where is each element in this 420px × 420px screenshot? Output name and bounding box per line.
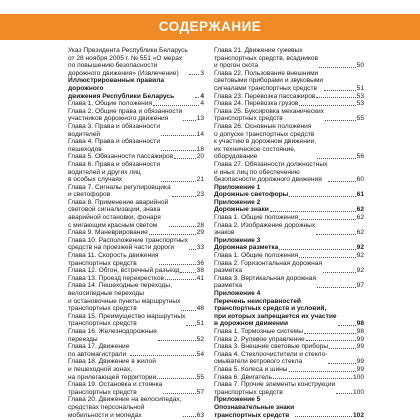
- toc-entry: [68, 275, 204, 283]
- toc-entry: [68, 313, 204, 328]
- toc-page-number: 99: [356, 335, 364, 343]
- toc-entry: [214, 260, 364, 275]
- toc-dot-leader: [304, 333, 356, 334]
- toc-page-number: 18: [196, 145, 204, 153]
- toc-dot-leader: [270, 211, 356, 212]
- toc-dot-leader: [273, 378, 352, 379]
- toc-entry-title: Глава 10. Расположение транспортных средств на проезжей части дороги: [68, 236, 189, 252]
- toc-entry-title: Глава 2. Рулевое управление: [214, 335, 305, 343]
- toc-page-number: 62: [356, 206, 364, 214]
- toc-entry: [214, 351, 364, 366]
- toc-page-number: 41: [196, 274, 204, 282]
- toc-dot-leader: [317, 158, 356, 159]
- toc-entry: [68, 328, 204, 343]
- toc-entry-title: Глава 3. Права и обязанности водителей: [68, 122, 160, 138]
- toc-dot-leader: [299, 219, 356, 220]
- toc-entry: [68, 77, 204, 100]
- toc-page-number: 20: [196, 153, 204, 161]
- toc-dot-leader: [279, 249, 355, 250]
- toc-entry: [214, 161, 364, 184]
- toc-dot-leader: [323, 272, 356, 273]
- toc-page-number: 61: [356, 191, 364, 199]
- toc-entry: [68, 282, 204, 312]
- toc-page-number: 38: [196, 267, 204, 275]
- toc-page-number: 55: [196, 373, 204, 381]
- toc-entry-title: Глава 24. Перевозка грузов: [214, 100, 299, 108]
- toc-dot-leader: [316, 234, 355, 235]
- toc-dot-leader: [319, 67, 356, 68]
- toc-entry-title: Глава 25. Буксировка механических транспортных средств: [214, 107, 324, 123]
- toc-dot-leader: [174, 158, 195, 159]
- page-title: СОДЕРЖАНИЕ: [158, 19, 262, 34]
- toc-page-number: 57: [196, 388, 204, 396]
- toc-dot-leader: [183, 416, 196, 417]
- toc-entry-title: Приложение 1 Дорожные светофоры: [214, 183, 289, 199]
- toc-entry-title: Глава 2. Изображение дорожных знаков: [214, 221, 316, 237]
- toc-entry: [68, 47, 204, 77]
- toc-page-number: 98: [356, 320, 364, 328]
- toc-entry-title: Глава 15. Преимущество маршрутных транспортных средств: [68, 312, 186, 328]
- toc-dot-leader: [328, 181, 355, 182]
- toc-entry-title: Глава 6. Права и обязанности водителей и других лиц в особых случаях: [68, 160, 160, 184]
- toc-dot-leader: [336, 393, 352, 394]
- toc-entry: [68, 184, 204, 199]
- toc-dot-leader: [172, 196, 196, 197]
- toc-dot-leader: [153, 105, 199, 106]
- toc-dot-leader: [161, 181, 196, 182]
- toc-page-number: 3: [200, 69, 204, 77]
- toc-entry: [214, 93, 364, 101]
- toc-entry: [214, 184, 364, 199]
- toc-dot-leader: [163, 393, 195, 394]
- toc-entry-title: Глава 8. Применение аварийной световой сигнализации, знака аварийной остановки, фонаря с мигающим красным светом: [68, 198, 169, 229]
- toc-dot-leader: [165, 279, 196, 280]
- toc-entry: [68, 161, 204, 184]
- toc-page-number: 4: [200, 92, 204, 100]
- toc-page-number: 4: [200, 100, 204, 108]
- toc-dot-leader: [180, 272, 195, 273]
- toc-entry-title: Глава 2. Горизонтальная дорожная разметка: [214, 259, 323, 275]
- toc-entry-title: Глава 27. Обязанности должностных и иных лиц по обеспечению безопасности дорожного движения: [214, 160, 328, 184]
- toc-dot-leader: [157, 378, 195, 379]
- toc-page-number: 55: [356, 115, 364, 123]
- toc-entry: [214, 214, 364, 222]
- toc-page-number: 63: [196, 411, 204, 419]
- toc-page-number: 54: [196, 350, 204, 358]
- toc-page-number: 33: [196, 244, 204, 252]
- toc-page-number: 100: [352, 388, 364, 396]
- toc-dot-leader: [195, 97, 199, 98]
- toc-page-number: 56: [356, 153, 364, 161]
- toc-dot-leader: [158, 340, 196, 341]
- toc-page-number: 51: [196, 320, 204, 328]
- toc-entry-title: Глава 19. Остановка и стоянка транспортных средств: [68, 381, 163, 396]
- toc-entry: [68, 358, 204, 381]
- toc-page-number: 48: [196, 305, 204, 313]
- toc-page-number: 50: [356, 62, 364, 70]
- toc-entry-title: Глава 1. Общие положения: [214, 252, 299, 260]
- toc-entry-title: Глава 13. Проезд перекрестков: [68, 274, 165, 282]
- toc-entry: [68, 199, 204, 229]
- toc-entry-title: Глава 1. Общие положения: [214, 214, 299, 222]
- toc-entry-title: Глава 7. Сигналы регулировщика и светофоров: [68, 183, 171, 199]
- toc-dot-leader: [161, 135, 196, 136]
- toc-dot-leader: [181, 310, 195, 311]
- toc-entry: [214, 70, 364, 93]
- toc-entry-title: Приложение 2 Дорожные знаки: [214, 198, 269, 214]
- toc-page-number: 98: [356, 327, 364, 335]
- toc-entry: [68, 100, 204, 108]
- toc-entry: [68, 138, 204, 153]
- toc-entry: [214, 222, 364, 237]
- toc-page-number: 97: [356, 282, 364, 290]
- toc-page-number: 21: [196, 176, 204, 184]
- toc-page-number: 29: [196, 229, 204, 237]
- toc-dot-leader: [289, 196, 355, 197]
- toc-entry-title: Глава 17. Движение по автомагистрали: [68, 343, 130, 358]
- toc-entry-title: Глава 11. Скорость движения транспортных средств: [68, 252, 159, 267]
- toc-entry-title: Приложение 5 Опознавательные знаки транспортных средств: [214, 396, 295, 419]
- toc-entry: [214, 366, 364, 374]
- toc-entry-title: Глава 26. Основные положения о допуске транспортных средств к участию в дорожном движении, их техническое состояние, оборудование: [214, 122, 317, 161]
- toc-entry: [214, 381, 364, 396]
- toc-entry-title: Глава 14. Пешеходные переходы, велосипедные переходы и остановочные пункты маршрутных транспортных средств: [68, 282, 181, 313]
- toc-entry: [214, 328, 364, 336]
- toc-entry: [68, 267, 204, 275]
- toc-entry: [68, 252, 204, 267]
- toc-entry: [214, 252, 364, 260]
- toc-entry-title: Иллюстрированные правила дорожного движения Республики Беларусь: [68, 77, 175, 100]
- toc-page-number: 14: [196, 130, 204, 138]
- toc-page-number: 92: [356, 267, 364, 275]
- toc-entry: [214, 100, 364, 108]
- toc-entry: [214, 374, 364, 382]
- toc-dot-leader: [316, 97, 355, 98]
- toc-dot-leader: [186, 325, 195, 326]
- toc-page-number: 52: [196, 335, 204, 343]
- toc-dot-leader: [306, 340, 356, 341]
- toc-page-number: 62: [356, 214, 364, 222]
- toc-entry-title: Глава 21. Движение гужевых транспортных средств, всадников и прогон скота: [214, 47, 319, 70]
- toc-dot-leader: [130, 355, 195, 356]
- toc-entry: [68, 396, 204, 419]
- toc-left-column: [68, 47, 204, 419]
- toc-page-number: 53: [356, 92, 364, 100]
- toc-entry: [214, 199, 364, 214]
- toc-entry-title: Глава 1. Тормозные системы: [214, 327, 304, 335]
- toc-entry: [214, 108, 364, 123]
- toc-page-number: 100: [352, 373, 364, 381]
- toc-entry: [214, 343, 364, 351]
- toc-entry-title: Глава 18. Движение в жилой и пешеходной зонах, на прилегающей территории: [68, 358, 157, 381]
- toc-page-number: 36: [196, 259, 204, 267]
- toc-entry: [214, 396, 364, 419]
- toc-page-number: 99: [356, 358, 364, 366]
- toc-entry-title: Глава 4. Стеклоочистители и стекло- омыватели ветрового стекла: [214, 350, 328, 366]
- toc-entry: [214, 47, 364, 70]
- toc-page-number: 92: [356, 252, 364, 260]
- toc-page-number: 99: [356, 343, 364, 351]
- toc-entry: [68, 229, 204, 237]
- toc-entry-title: Глава 5. Колеса и шины: [214, 365, 288, 373]
- toc-page-number: 99: [356, 365, 364, 373]
- toc-entry-title: Приложение 3 Дорожная разметка: [214, 236, 279, 252]
- toc-dot-leader: [329, 348, 356, 349]
- toc-dot-leader: [161, 150, 196, 151]
- toc-dot-leader: [317, 287, 356, 288]
- toc-page-number: 28: [196, 221, 204, 229]
- toc-page-number: 53: [356, 100, 364, 108]
- toc-entry-title: Глава 3. Вертикальная дорожная разметка: [214, 274, 317, 290]
- toc-entry-title: Глава 7. Прочие элементы конструкции транспортных средств: [214, 381, 336, 396]
- toc-dot-leader: [324, 90, 356, 91]
- toc-page-number: 62: [356, 229, 364, 237]
- toc-entry-title: Глава 4. Права и обязанности пешеходов: [68, 138, 160, 153]
- toc-dot-leader: [328, 363, 355, 364]
- toc-dot-leader: [325, 120, 356, 121]
- toc-entry-title: Указ Президента Республики Беларусь от 28 ноября 2005 г. № 551 «О мерах по повышению безопасности дорожного движения» (Извлечение): [68, 47, 188, 77]
- toc-entry-title: Глава 2. Общие права и обязанности участников дорожного движения: [68, 107, 183, 123]
- toc-entry-title: Глава 12. Обгон, встречный разъезд: [68, 267, 180, 275]
- toc-entry: [68, 108, 204, 123]
- toc-dot-leader: [183, 120, 195, 121]
- toc-dot-leader: [295, 416, 352, 417]
- toc-dot-leader: [169, 226, 195, 227]
- toc-entry-title: Глава 6. Двигатель: [214, 373, 273, 381]
- toc-page-number: 51: [356, 84, 364, 92]
- toc-entry: [68, 381, 204, 396]
- toc-entry: [68, 343, 204, 358]
- toc-entry-title: Глава 16. Железнодорожные переезды: [68, 327, 157, 343]
- toc-dot-leader: [159, 264, 195, 265]
- toc-page-number: 102: [352, 411, 364, 419]
- page-header: [0, 0, 420, 40]
- toc-page-number: 23: [196, 191, 204, 199]
- toc-dot-leader: [299, 257, 356, 258]
- toc-entry: [68, 123, 204, 138]
- toc-page-number: 92: [356, 244, 364, 252]
- toc-entry-title: Глава 1. Общие положения: [68, 100, 153, 108]
- toc-dot-leader: [149, 234, 196, 235]
- toc-page-number: 60: [356, 176, 364, 184]
- toc-entry: [214, 123, 364, 161]
- toc-entry-title: Глава 9. Маневрирование: [68, 229, 148, 237]
- toc-dot-leader: [299, 105, 355, 106]
- toc-entry: [68, 237, 204, 252]
- toc-entry-title: Глава 3. Внешние световые приборы: [214, 343, 329, 351]
- toc-dot-leader: [189, 249, 196, 250]
- toc-dot-leader: [189, 74, 199, 75]
- toc-entry-title: Глава 23. Перевозка пассажиров: [214, 92, 316, 100]
- toc-entry: [214, 290, 364, 328]
- toc-entry-title: Глава 20. Движение на велосипедах, средствах персональной мобильности и мопедах: [68, 396, 182, 419]
- toc-entry: [214, 275, 364, 290]
- toc-right-column: [214, 47, 364, 419]
- toc-entry-title: Приложение 4 Перечень неисправностей транспортных средств и условий, при которых запрещается их участие в дорожном движении: [214, 290, 337, 328]
- toc-entry-title: Глава 5. Обязанности пассажиров: [68, 153, 174, 161]
- toc-entry-title: Глава 22. Пользование внешними световыми приборами и звуковыми сигналами транспортных средств: [214, 69, 324, 92]
- toc-dot-leader: [289, 371, 356, 372]
- toc-entry: [68, 153, 204, 161]
- toc-page-number: 13: [196, 115, 204, 123]
- toc-dot-leader: [338, 325, 356, 326]
- toc-entry: [214, 237, 364, 252]
